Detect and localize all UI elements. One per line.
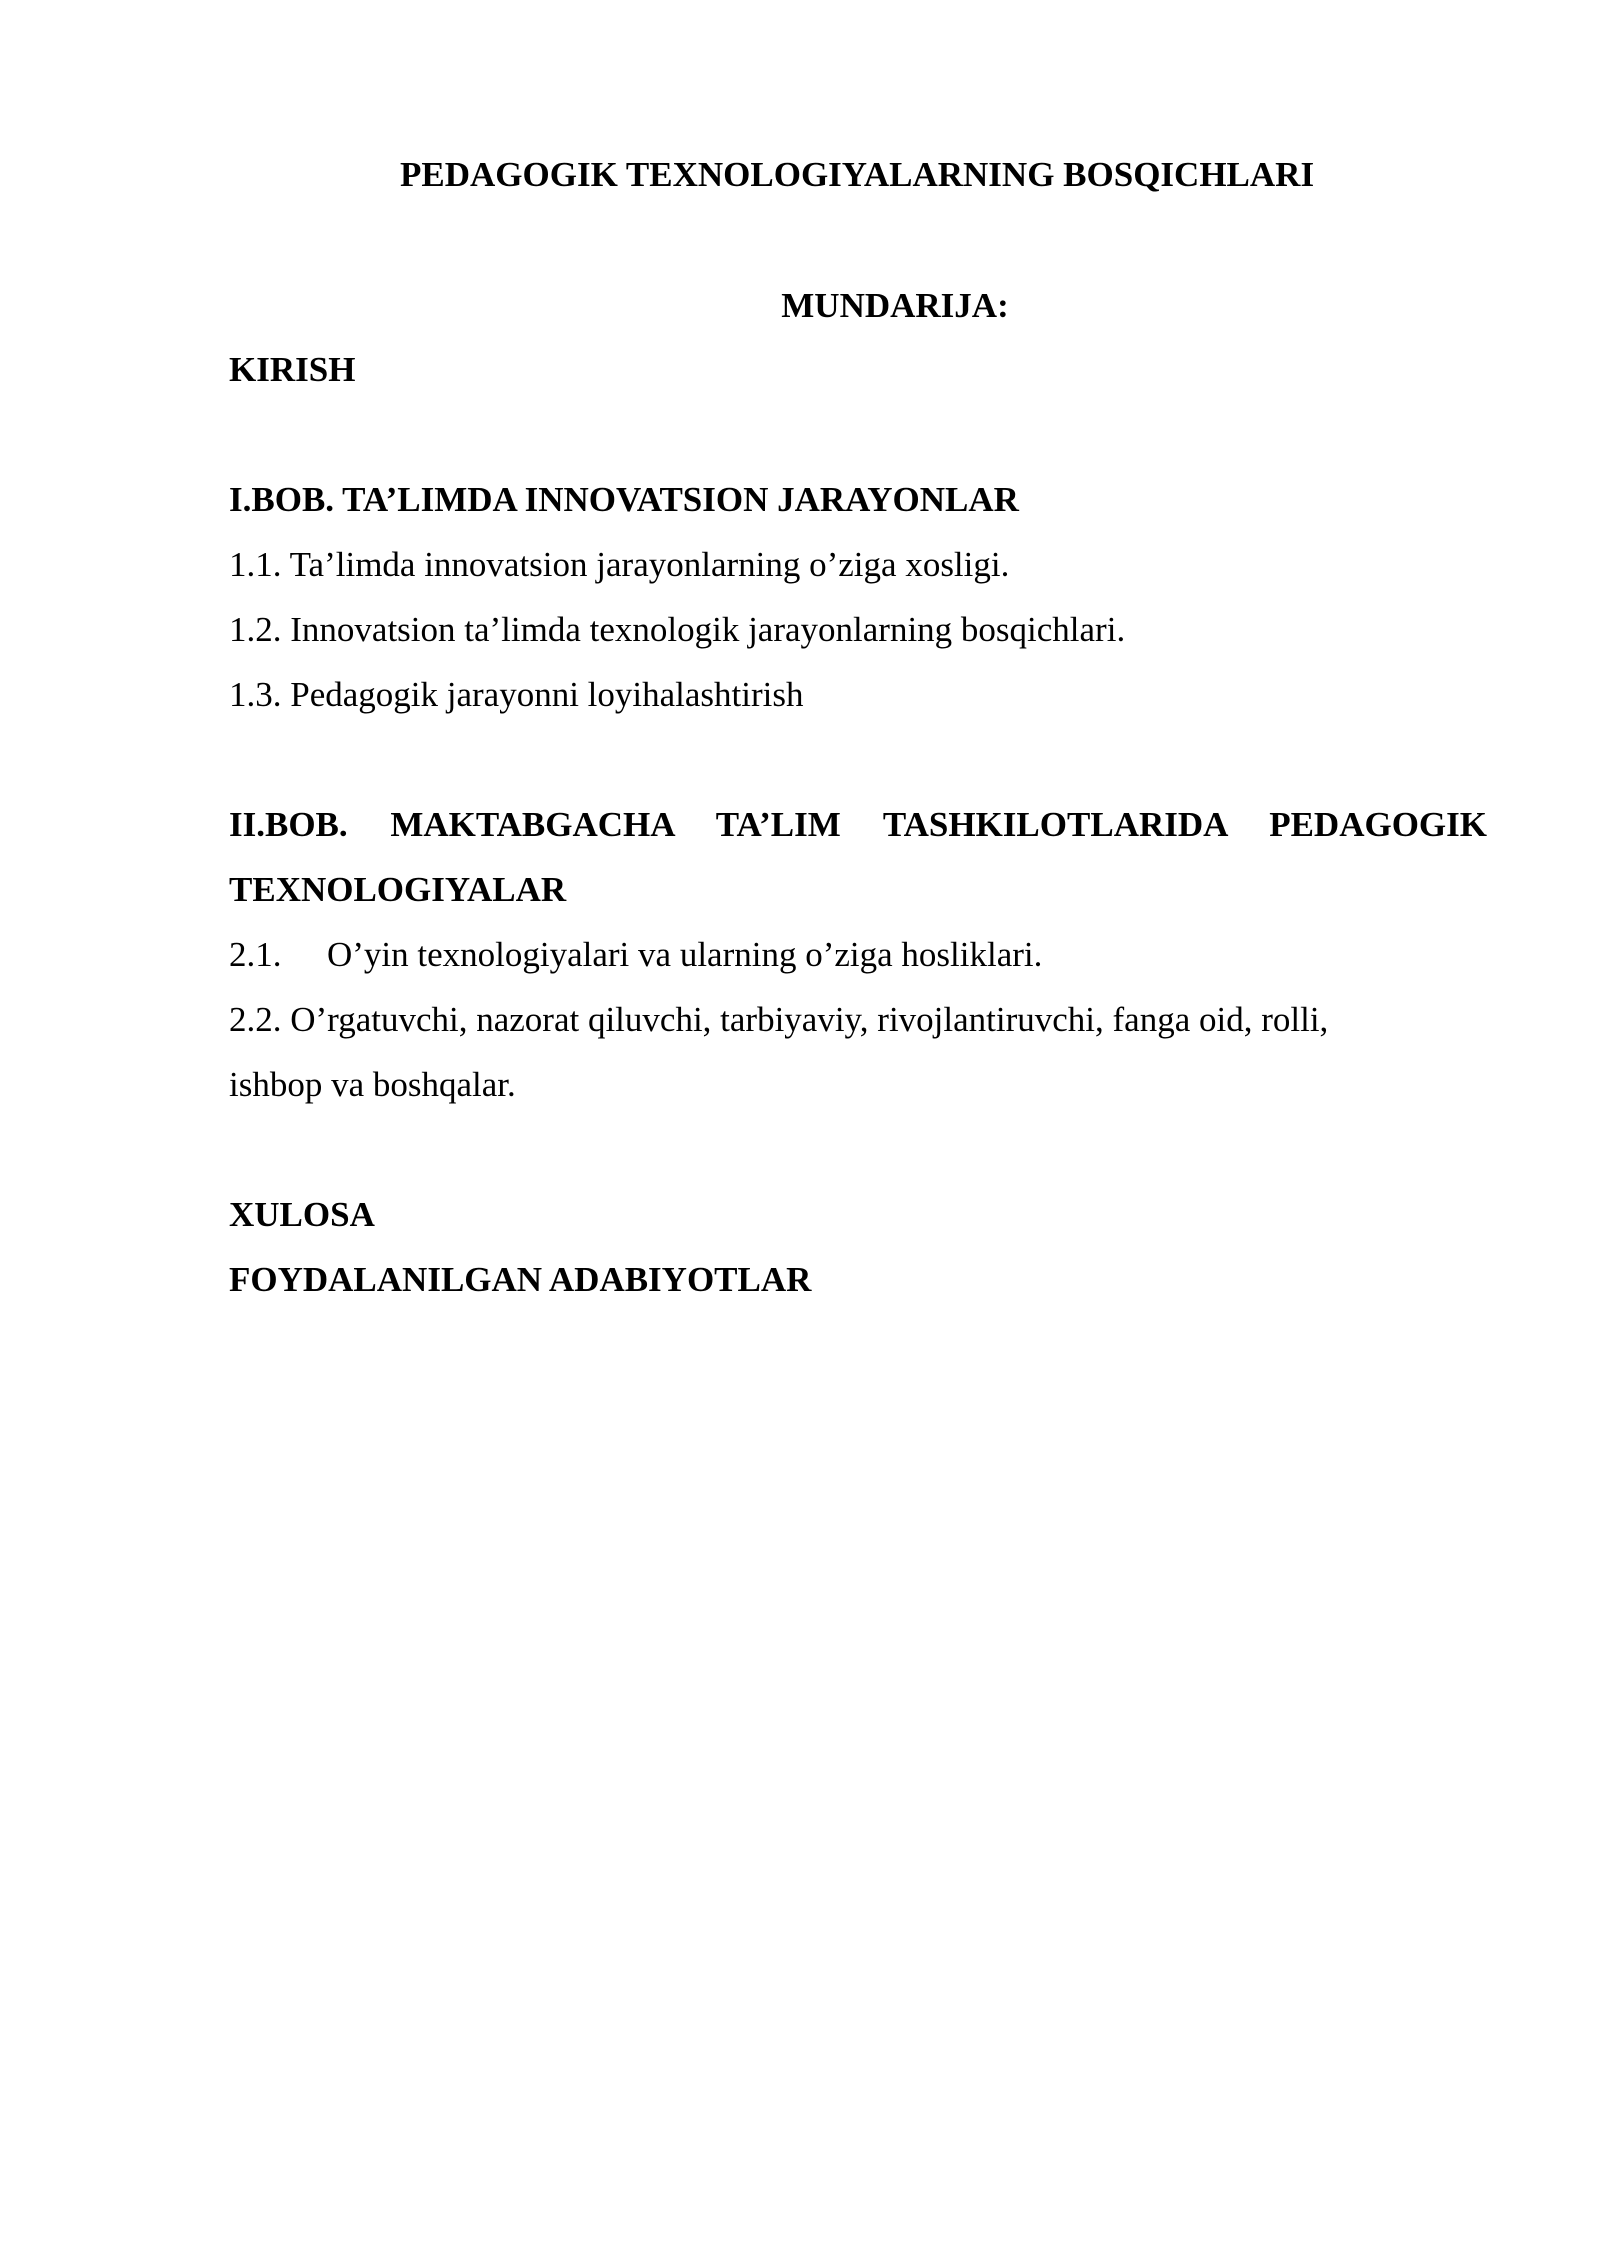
- chapter1-heading: I.BOB. TA’LIMDA INNOVATSION JARAYONLAR: [229, 480, 1019, 519]
- chapter2-heading-line1: II.BOB. MAKTABGACHA TA’LIM TASHKILOTLARIDA PEDAGOGIK: [229, 805, 1487, 844]
- toc-item-2-1-text: O’yin texnologiyalari va ularning o’ziga hosliklari.: [327, 935, 1043, 974]
- toc-item-1-1: 1.1. Ta’limda innovatsion jarayonlarning o’ziga xosligi.: [229, 545, 1010, 584]
- toc-item-1-3: 1.3. Pedagogik jarayonni loyihalashtirish: [229, 675, 804, 714]
- chapter2-heading-line2: TEXNOLOGIYALAR: [229, 870, 567, 909]
- document-title: PEDAGOGIK TEXNOLOGIYALARNING BOSQICHLARI: [400, 155, 1315, 194]
- toc-intro: KIRISH: [229, 350, 356, 389]
- toc-item-2-2-line2: ishbop va boshqalar.: [229, 1065, 516, 1104]
- toc-item-2-2-line1: 2.2. O’rgatuvchi, nazorat qiluvchi, tarbiyaviy, rivojlantiruvchi, fanga oid, rolli,: [229, 1000, 1329, 1039]
- toc-item-1-2: 1.2. Innovatsion ta’limda texnologik jarayonlarning bosqichlari.: [229, 610, 1126, 649]
- toc-item-2-1: [229, 935, 1042, 975]
- toc-conclusion: XULOSA: [229, 1195, 375, 1234]
- toc-heading: MUNDARIJA:: [781, 286, 1009, 325]
- toc-references: FOYDALANILGAN ADABIYOTLAR: [229, 1260, 812, 1299]
- toc-item-2-1-number: 2.1.: [229, 935, 282, 974]
